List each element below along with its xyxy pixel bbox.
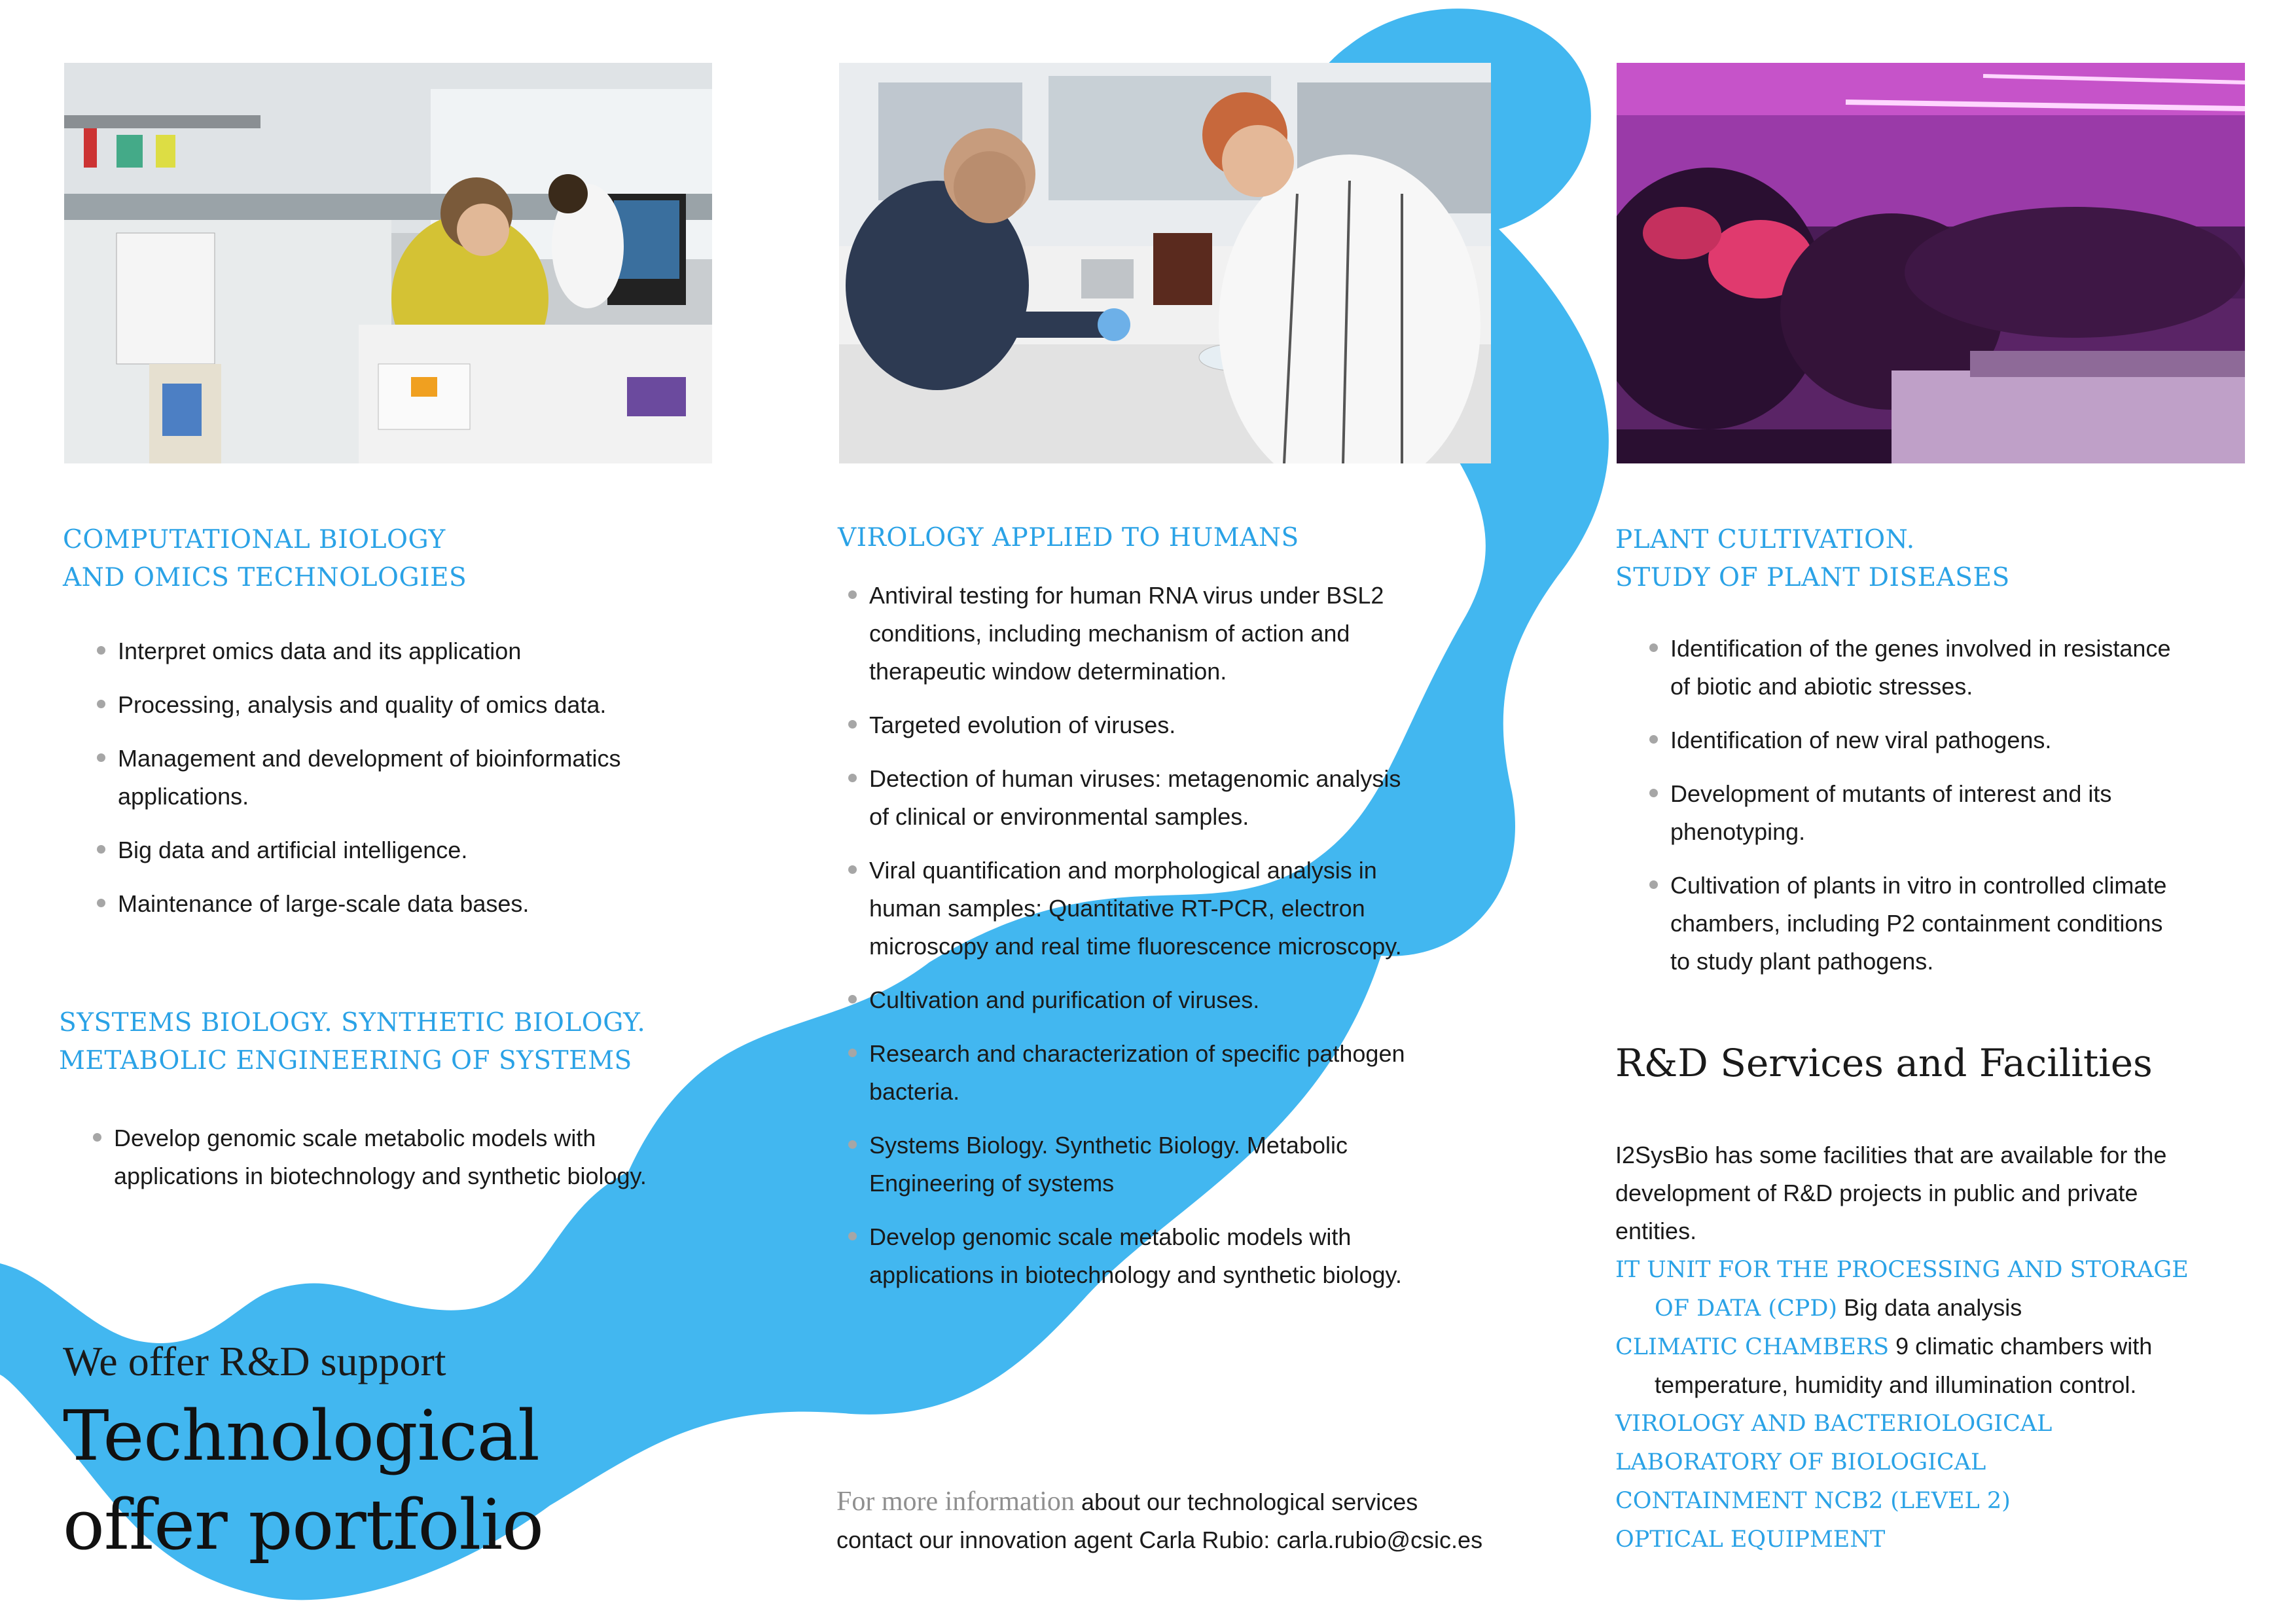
list-item: Develop genomic scale metabolic models with applications in biotechnology and synthetic biology.	[59, 1119, 779, 1195]
list-item: Identification of new viral pathogens.	[1615, 721, 2276, 759]
list-item: Development of mutants of interest and its phenotyping.	[1615, 775, 2276, 851]
bullet-icon	[1649, 643, 1658, 652]
systems-heading: SYSTEMS BIOLOGY. SYNTHETIC BIOLOGY. METABOLIC ENGINEERING OF SYSTEMS	[59, 1008, 646, 1075]
bullet-icon	[848, 720, 857, 729]
systems-list	[59, 1119, 779, 1195]
cpd-facility: IT UNIT FOR THE PROCESSING AND STORAGE	[1615, 1257, 2189, 1283]
virology-heading: VIROLOGY APPLIED TO HUMANS	[838, 523, 1299, 552]
more-info-lead: For more information	[836, 1487, 1075, 1517]
bullet-icon	[848, 995, 857, 1003]
list-item: Big data and artificial intelligence.	[63, 831, 750, 869]
list-item: Detection of human viruses: metagenomic analysis of clinical or environmental samples.	[814, 760, 1532, 836]
bullet-icon	[1649, 880, 1658, 889]
bullet-icon	[848, 1140, 857, 1149]
list-item: Cultivation and purification of viruses.	[814, 981, 1532, 1019]
plant-chamber-photo	[1617, 63, 2245, 463]
bullet-icon	[97, 845, 105, 854]
plant-heading: PLANT CULTIVATION. STUDY OF PLANT DISEASES	[1615, 525, 2010, 592]
more-information	[836, 1483, 1482, 1559]
list-item: Systems Biology. Synthetic Biology. Metabolic Engineering of systems	[814, 1127, 1532, 1202]
list-item: Research and characterization of specific pathogen bacteria.	[814, 1035, 1532, 1111]
bullet-icon	[848, 590, 857, 599]
list-item: Cultivation of plants in vitro in controlled climate chambers, including P2 containment conditions to study plant pathogens.	[1615, 867, 2276, 981]
list-item: Develop genomic scale metabolic models with applications in biotechnology and synthetic biology.	[814, 1218, 1532, 1294]
systems-section	[59, 1004, 779, 1211]
services-intro: I2SysBio has some facilities that are available for the development of R&D projects in public and private entities.	[1615, 1142, 2167, 1244]
bullet-icon	[848, 774, 857, 782]
services-section: R&D Services and Facilities I2SysBio has some facilities that are available for the development of R&D projects in public and private entities. IT UNIT FOR THE PROCESSING AND STORAGE OF DATA (CPD) Big data analysis CLIMATIC CHAMBERS 9 climatic chambers with temperature, humidity and illumination control. VIROLOGY AND BACTERIOLOGICAL LABORATORY OF BIOLOGICAL CONTAINMENT NCB2 (LEVEL 2) OPTICAL EQUIPMENT	[1615, 1041, 2276, 1559]
contact-line: contact our innovation agent Carla Rubio: carla.rubio@csic.es	[836, 1526, 1483, 1553]
list-item: Viral quantification and morphological analysis in human samples: Quantitative RT-PCR, electron microscopy and real time fluorescence microscopy.	[814, 852, 1532, 965]
bullet-icon	[848, 1232, 857, 1240]
list-item: Targeted evolution of viruses.	[814, 706, 1532, 744]
more-info-text: about our technological services	[1074, 1489, 1418, 1515]
bullet-icon	[97, 646, 105, 655]
plant-section	[1615, 521, 2276, 996]
offer-title-block	[63, 1335, 543, 1570]
bullet-icon	[93, 1133, 101, 1142]
list-item: Management and development of bioinformatics applications.	[63, 740, 750, 816]
lab-virology-photo	[839, 63, 1491, 463]
bullet-icon	[848, 865, 857, 874]
climatic-facility: CLIMATIC CHAMBERS 9 climatic chambers with	[1615, 1333, 2153, 1360]
lab-computational-photo	[64, 63, 712, 463]
virology-lab-facility: VIROLOGY AND BACTERIOLOGICAL	[1615, 1411, 2053, 1437]
list-item: Maintenance of large-scale data bases.	[63, 885, 750, 923]
plant-list	[1615, 630, 2276, 981]
list-item: Processing, analysis and quality of omics data.	[63, 686, 750, 724]
optical-facility: OPTICAL EQUIPMENT	[1615, 1526, 1886, 1553]
bullet-icon	[97, 700, 105, 708]
bullet-icon	[848, 1049, 857, 1057]
bullet-icon	[97, 899, 105, 907]
virology-section	[838, 519, 1532, 1310]
offer-subtitle: We offer R&D support	[63, 1338, 446, 1384]
list-item: Antiviral testing for human RNA virus under BSL2 conditions, including mechanism of action and therapeutic window determination.	[814, 577, 1532, 691]
computational-section	[63, 521, 750, 939]
offer-title: Technological offer portfolio	[63, 1396, 543, 1565]
list-item: Identification of the genes involved in resistance of biotic and abiotic stresses.	[1615, 630, 2276, 706]
computational-list	[63, 632, 750, 923]
bullet-icon	[1649, 789, 1658, 797]
bullet-icon	[1649, 735, 1658, 744]
computational-heading: COMPUTATIONAL BIOLOGY AND OMICS TECHNOLOGIES	[63, 525, 467, 592]
bullet-icon	[97, 753, 105, 762]
services-title: R&D Services and Facilities	[1615, 1041, 2153, 1085]
virology-list	[814, 577, 1532, 1294]
list-item: Interpret omics data and its application	[63, 632, 750, 670]
